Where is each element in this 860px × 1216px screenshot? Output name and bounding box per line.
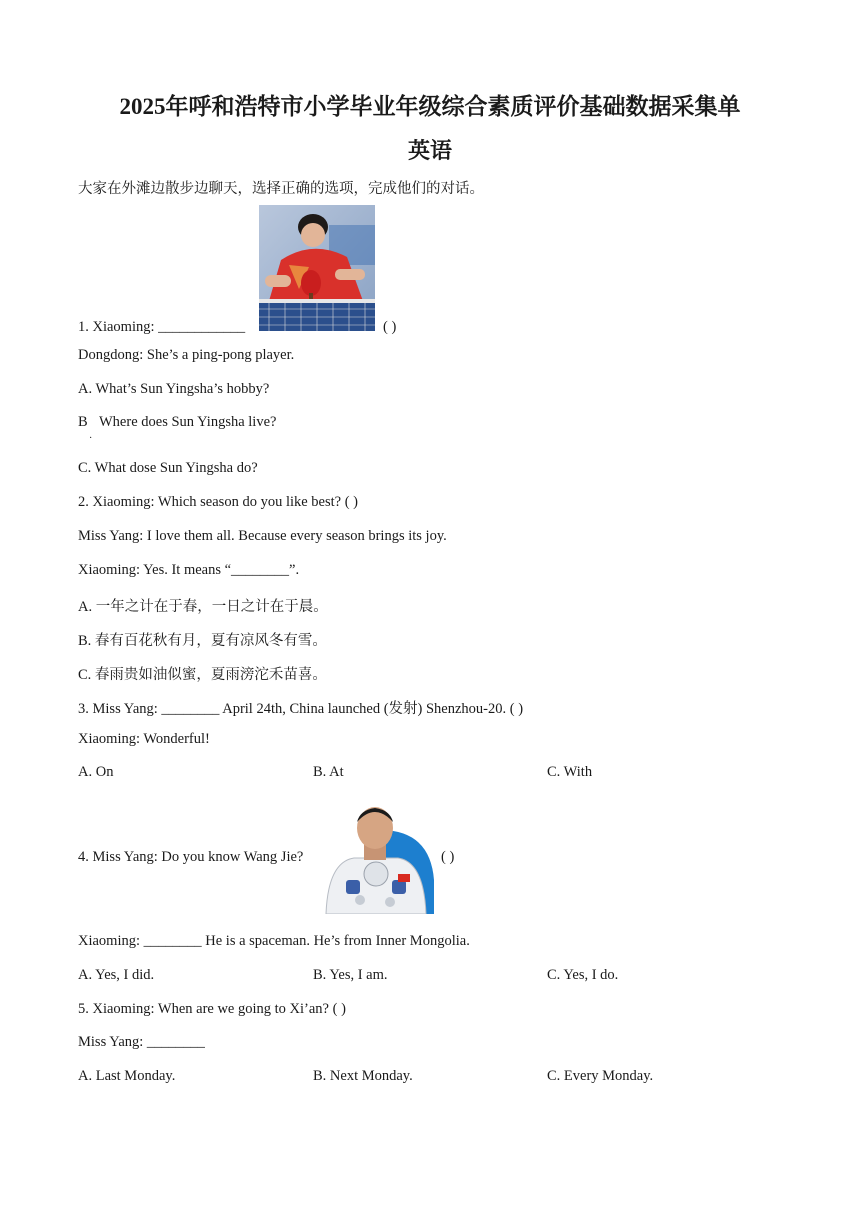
page-title: 2025年呼和浩特市小学毕业年级综合素质评价基础数据采集单 xyxy=(119,94,741,119)
q5-prompt: 5. Xiaoming: When are we going to Xi’an? ( ) xyxy=(78,1001,346,1017)
q5-reply: Miss Yang: ________ xyxy=(78,1034,205,1050)
q2-line3: Xiaoming: Yes. It means “________”. xyxy=(78,562,300,578)
q4-option-b[interactable]: B. Yes, I am. xyxy=(313,967,388,983)
q4-option-a[interactable]: A. Yes, I did. xyxy=(78,967,155,983)
q1-reply: Dongdong: She’s a ping-pong player. xyxy=(78,347,295,363)
q1-option-a[interactable]: A. What’s Sun Yingsha’s hobby? xyxy=(78,381,270,397)
q1-option-b-text[interactable]: Where does Sun Yingsha live? xyxy=(99,414,277,430)
q2-prompt: 2. Xiaoming: Which season do you like best? ( ) xyxy=(78,494,359,510)
q1-prompt: 1. Xiaoming: ____________ xyxy=(78,319,246,335)
q2-line2: Miss Yang: I love them all. Because every season brings its joy. xyxy=(78,528,447,544)
q1-answer-paren[interactable]: ( ) xyxy=(383,319,397,335)
q4-reply: Xiaoming: ________ He is a spaceman. He’s from Inner Mongolia. xyxy=(78,933,470,949)
q5-option-b[interactable]: B. Next Monday. xyxy=(313,1068,413,1084)
q5-option-c[interactable]: C. Every Monday. xyxy=(547,1068,654,1084)
q3-prompt: 3. Miss Yang: ________ April 24th, China launched (发射) Shenzhou-20. ( ) xyxy=(78,701,524,717)
q2-option-a[interactable]: A. 一年之计在于春，一日之计在于晨。 xyxy=(78,599,328,615)
q3-option-b[interactable]: B. At xyxy=(313,764,344,780)
q1-option-c[interactable]: C. What dose Sun Yingsha do? xyxy=(78,460,258,476)
q4-prompt: 4. Miss Yang: Do you know Wang Jie? xyxy=(78,849,304,865)
subject-title: 英语 xyxy=(407,138,452,163)
q2-option-b[interactable]: B. 春有百花秋有月，夏有凉风冬有雪。 xyxy=(78,633,327,649)
q3-option-a[interactable]: A. On xyxy=(78,764,114,780)
q5-option-a[interactable]: A. Last Monday. xyxy=(78,1068,176,1084)
instruction-text: 大家在外滩边散步边聊天，选择正确的选项，完成他们的对话。 xyxy=(78,181,484,197)
q3-reply: Xiaoming: Wonderful! xyxy=(78,731,210,747)
ping-pong-player-photo xyxy=(259,205,375,331)
q3-option-c[interactable]: C. With xyxy=(547,764,593,780)
q2-option-c[interactable]: C. 春雨贵如油似蜜，夏雨滂沱禾苗喜。 xyxy=(78,667,327,683)
q4-option-c[interactable]: C. Yes, I do. xyxy=(547,967,619,983)
astronaut-photo xyxy=(320,800,434,914)
q1-option-b-letter[interactable]: B xyxy=(78,414,88,430)
q1-option-b-dot: · xyxy=(89,433,93,444)
q4-answer-paren[interactable]: ( ) xyxy=(441,849,455,865)
